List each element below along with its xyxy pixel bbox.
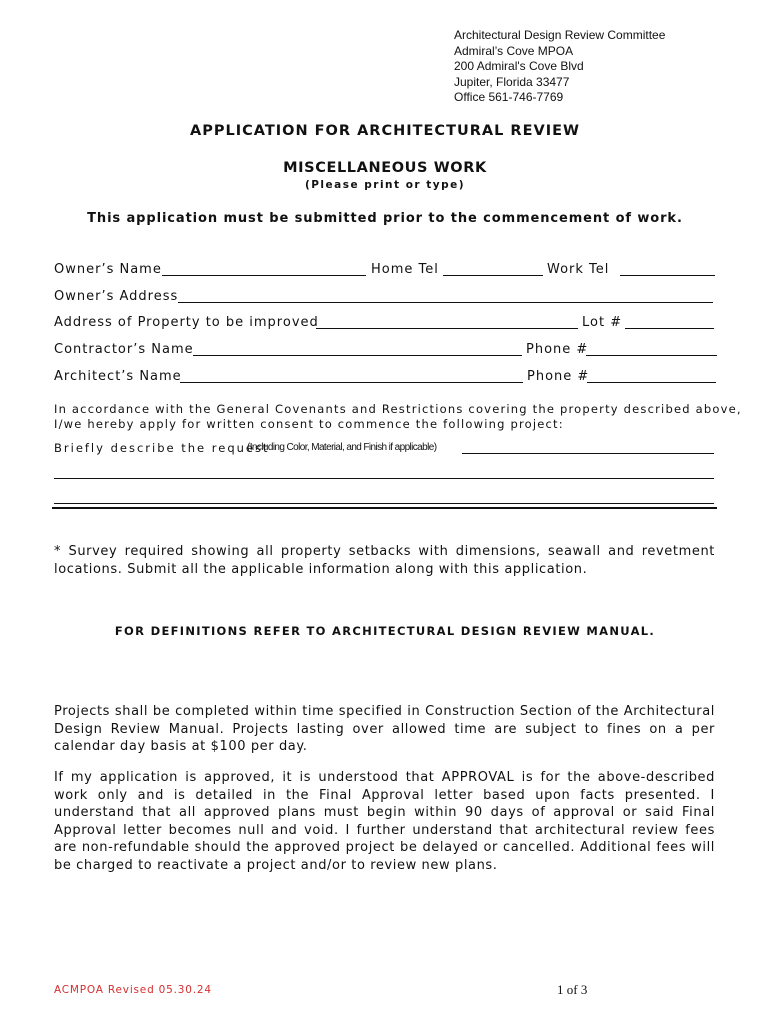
owners-address-field[interactable] <box>178 302 713 303</box>
print-note: (Please print or type) <box>304 179 466 191</box>
projects-paragraph: Projects shall be completed within time specified in Construction Section of the Architectural Design Review Manual. Projects lasting over allowed time are subject to fines on a per calendar day basis at $100 per day. <box>54 704 715 754</box>
contractor-name-label: Contractor’s Name <box>54 342 194 357</box>
describe-field-line-2[interactable] <box>54 478 714 479</box>
describe-label: Briefly describe the request <box>54 441 270 455</box>
architect-phone-field[interactable] <box>587 382 716 383</box>
city-address: Jupiter, Florida 33477 <box>454 74 570 89</box>
street-address: 200 Admiral's Cove Blvd <box>454 59 584 73</box>
property-address-field[interactable] <box>316 328 578 329</box>
approval-paragraph: If my application is approved, it is understood that APPROVAL is for the above-described work only and is detailed in the Final Approval letter based upon facts presented. I understand that all approved plans must begin within 90 days of approval or said Final Approval letter becomes null and void. I further understand that architectural review fees are non-refundable should the approved project be delayed or cancelled. Additional fees will be charged to reactivate a project and/or to review new plans. <box>54 770 715 873</box>
property-address-label: Address of Property to be improved <box>54 315 319 330</box>
describe-field-line-1[interactable] <box>462 453 714 454</box>
work-tel-label: Work Tel <box>547 262 610 277</box>
work-tel-field[interactable] <box>620 275 715 276</box>
submission-notice: This application must be submitted prior to the commencement of work. <box>87 211 683 226</box>
committee-name: Architectural Design Review Committee <box>454 28 666 42</box>
org-name: Admiral’s Cove MPOA <box>454 43 574 58</box>
office-phone: Office 561-746-7769 <box>454 90 564 104</box>
covenants-line-2: I/we hereby apply for written consent to commence the following project: <box>54 417 564 431</box>
page-subtitle: MISCELLANEOUS WORK <box>283 160 487 176</box>
lot-label: Lot # <box>582 315 623 330</box>
contractor-phone-field[interactable] <box>586 355 717 356</box>
home-tel-field[interactable] <box>443 275 543 276</box>
survey-note: * Survey required showing all property setbacks with dimensions, seawall and revetment locations. Submit all the applicable information along with this application. <box>54 544 715 577</box>
owners-address-label: Owner’s Address <box>54 289 179 304</box>
page-title: APPLICATION FOR ARCHITECTURAL REVIEW <box>189 123 580 139</box>
page-number: 1 of 3 <box>557 982 588 997</box>
describe-note: (Including Color, Material, and Finish if applicable) <box>247 442 437 453</box>
architect-name-field[interactable] <box>180 382 523 383</box>
owners-name-field[interactable] <box>162 275 366 276</box>
owners-name-label: Owner’s Name <box>54 262 162 277</box>
revision-note: ACMPOA Revised 05.30.24 <box>54 984 212 996</box>
describe-field-line-3[interactable] <box>54 503 714 504</box>
architect-name-label: Architect’s Name <box>54 369 182 384</box>
definitions-note: FOR DEFINITIONS REFER TO ARCHITECTURAL DESIGN REVIEW MANUAL. <box>114 624 656 638</box>
covenants-line-1: In accordance with the General Covenants and Restrictions covering the property described above, <box>54 402 742 416</box>
contractor-phone-label: Phone # <box>526 342 589 357</box>
architect-phone-label: Phone # <box>527 369 590 384</box>
committee-address-block <box>454 28 665 106</box>
lot-field[interactable] <box>625 328 714 329</box>
contractor-name-field[interactable] <box>193 355 522 356</box>
describe-section-divider <box>52 507 717 509</box>
home-tel-label: Home Tel <box>371 262 439 277</box>
